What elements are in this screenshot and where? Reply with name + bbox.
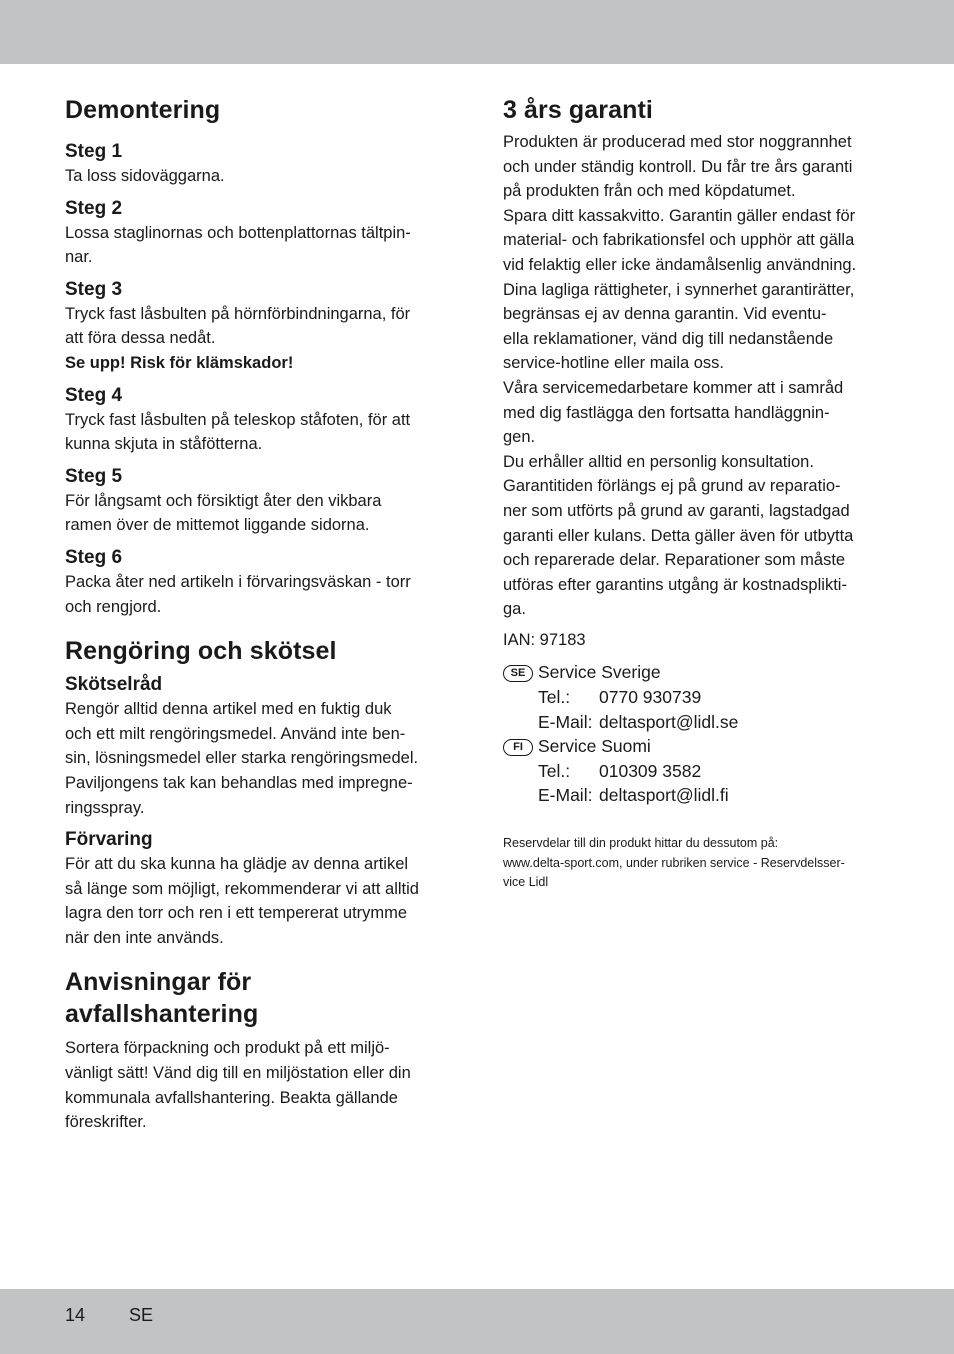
section-title-avfall xyxy=(65,966,455,1030)
service-name: Service Suomi xyxy=(538,736,651,757)
spare-parts-note xyxy=(503,834,895,893)
note-text: Reservdelar till din produkt hittar du dessutom på: xyxy=(503,836,779,851)
warranty-text: Spara ditt kassakvitto. Garantin gäller endast för xyxy=(503,206,856,225)
step-text: ramen över de mittemot liggande sidorna. xyxy=(65,516,370,535)
step-2 xyxy=(65,197,455,270)
tel-label: Tel.: xyxy=(538,687,571,708)
warranty-text: och under ständig kontroll. Du får tre års garanti xyxy=(503,157,853,176)
warranty-text: med dig fastlägga den fortsatta handläggnin- xyxy=(503,403,830,422)
care-text: Rengör alltid denna artikel med en fuktig duk xyxy=(65,700,392,719)
step-text: Packa åter ned artikeln i förvaringsväskan - torr xyxy=(65,572,411,591)
warranty-text: utföras efter garantins utgång är kostnadsplikti- xyxy=(503,575,847,594)
step-text: att föra dessa nedåt. xyxy=(65,329,216,348)
step-text: Ta loss sidoväggarna. xyxy=(65,167,225,185)
country-badge-icon: SE xyxy=(503,665,533,682)
care-advice xyxy=(65,673,455,820)
warranty-text: Våra servicemedarbetare kommer att i samråd xyxy=(503,378,844,397)
mail-address: deltasport@lidl.fi xyxy=(599,785,729,806)
subsection-title: Förvaring xyxy=(65,829,153,851)
note-text: www.delta-sport.com, under rubriken service - Reservdelsser- xyxy=(503,855,845,870)
step-3 xyxy=(65,278,455,376)
mail-label: E-Mail: xyxy=(538,785,593,806)
disposal-text: föreskrifter. xyxy=(65,1113,147,1132)
storage-text: när den inte används. xyxy=(65,928,224,947)
step-title: Steg 1 xyxy=(65,141,123,162)
warranty-text: service-hotline eller maila oss. xyxy=(503,354,725,373)
care-text: Paviljongens tak kan behandlas med impregne- xyxy=(65,773,413,792)
warning-text: Se upp! Risk för klämskador! xyxy=(65,353,294,372)
disposal-text: vänligt sätt! Vänd dig till en miljöstation eller din xyxy=(65,1064,411,1083)
section-title-demontering: Demontering xyxy=(65,96,221,124)
warranty-text: Garantitiden förlängs ej på grund av reparatio- xyxy=(503,477,841,496)
header-bar xyxy=(0,0,954,64)
mail-address: deltasport@lidl.se xyxy=(599,711,739,732)
step-text: och rengjord. xyxy=(65,597,162,616)
subsection-title: Skötselråd xyxy=(65,674,163,696)
disposal-text: Sortera förpackning och produkt på ett miljö- xyxy=(65,1039,390,1058)
warranty-text: material- och fabrikationsfel och upphör att gälla xyxy=(503,231,855,250)
warranty-body xyxy=(503,130,895,622)
step-text: För långsamt och försiktigt åter den vikbara xyxy=(65,491,382,510)
step-title: Steg 5 xyxy=(65,465,123,487)
section-title-garanti: 3 års garanti xyxy=(503,96,653,124)
step-1 xyxy=(65,140,455,189)
care-text: ringsspray. xyxy=(65,798,145,817)
ian-number: IAN: 97183 xyxy=(503,630,586,649)
warranty-text: Dina lagliga rättigheter, i synnerhet garantirätter, xyxy=(503,280,855,299)
language-code: SE xyxy=(129,1305,154,1325)
step-5 xyxy=(65,465,455,538)
service-name: Service Sverige xyxy=(538,662,661,683)
warranty-text: begränsas ej av denna garantin. Vid eventu- xyxy=(503,305,827,324)
step-title: Steg 2 xyxy=(65,197,123,219)
step-4 xyxy=(65,384,455,457)
step-text: Tryck fast låsbulten på hörnförbindningarna, för xyxy=(65,304,411,323)
care-text: sin, lösningsmedel eller starka rengöringsmedel. xyxy=(65,749,419,768)
warranty-text: Produkten är producerad med stor noggrannhet xyxy=(503,133,852,151)
section-title-rengoring: Rengöring och skötsel xyxy=(65,637,337,666)
note-text: vice Lidl xyxy=(503,875,549,890)
step-title: Steg 3 xyxy=(65,278,123,300)
disposal-text: kommunala avfallshantering. Beakta gällande xyxy=(65,1088,398,1107)
storage-text: lagra den torr och ren i ett tempererat utrymme xyxy=(65,904,408,923)
tel-label: Tel.: xyxy=(538,760,571,781)
warranty-text: ga. xyxy=(503,600,526,619)
storage-text: så länge som möjligt, rekommenderar vi att alltid xyxy=(65,879,419,898)
storage-advice xyxy=(65,828,455,950)
title-line: avfallshantering xyxy=(65,1000,259,1029)
step-title: Steg 6 xyxy=(65,546,123,568)
storage-text: För att du ska kunna ha glädje av denna artikel xyxy=(65,855,409,874)
warranty-text: vid felaktig eller icke ändamålsenlig användning. xyxy=(503,255,857,274)
right-column xyxy=(503,94,895,893)
step-title: Steg 4 xyxy=(65,384,123,406)
step-6 xyxy=(65,546,455,619)
warranty-text: Du erhåller alltid en personlig konsultation. xyxy=(503,452,814,471)
care-text: och ett milt rengöringsmedel. Använd inte ben- xyxy=(65,724,406,743)
step-text: kunna skjuta in ståfötterna. xyxy=(65,435,263,454)
warranty-text: gen. xyxy=(503,428,536,447)
title-line: Anvisningar för xyxy=(65,968,252,997)
warranty-text: garanti eller kulans. Detta gäller även för utbytta xyxy=(503,526,854,545)
step-text: Tryck fast låsbulten på teleskop ståfoten, för att xyxy=(65,410,411,429)
warranty-text: på produkten från och med köpdatumet. xyxy=(503,182,796,201)
step-text: nar. xyxy=(65,248,93,267)
warranty-text: och reparerade delar. Reparationer som måste xyxy=(503,551,846,570)
service-finland xyxy=(503,734,895,808)
service-sweden xyxy=(503,660,895,734)
page-number: 14 xyxy=(65,1305,86,1325)
step-text: Lossa staglinornas och bottenplattornas tältpin- xyxy=(65,223,411,242)
mail-label: E-Mail: xyxy=(538,711,593,732)
country-badge-icon: FI xyxy=(503,739,533,756)
warranty-text: ella reklamationer, vänd dig till nedanstående xyxy=(503,329,834,348)
left-column xyxy=(65,94,455,1135)
tel-number: 0770 930739 xyxy=(599,687,702,708)
warranty-text: ner som utförts på grund av garanti, lagstadgad xyxy=(503,501,850,520)
tel-number: 010309 3582 xyxy=(599,760,702,781)
